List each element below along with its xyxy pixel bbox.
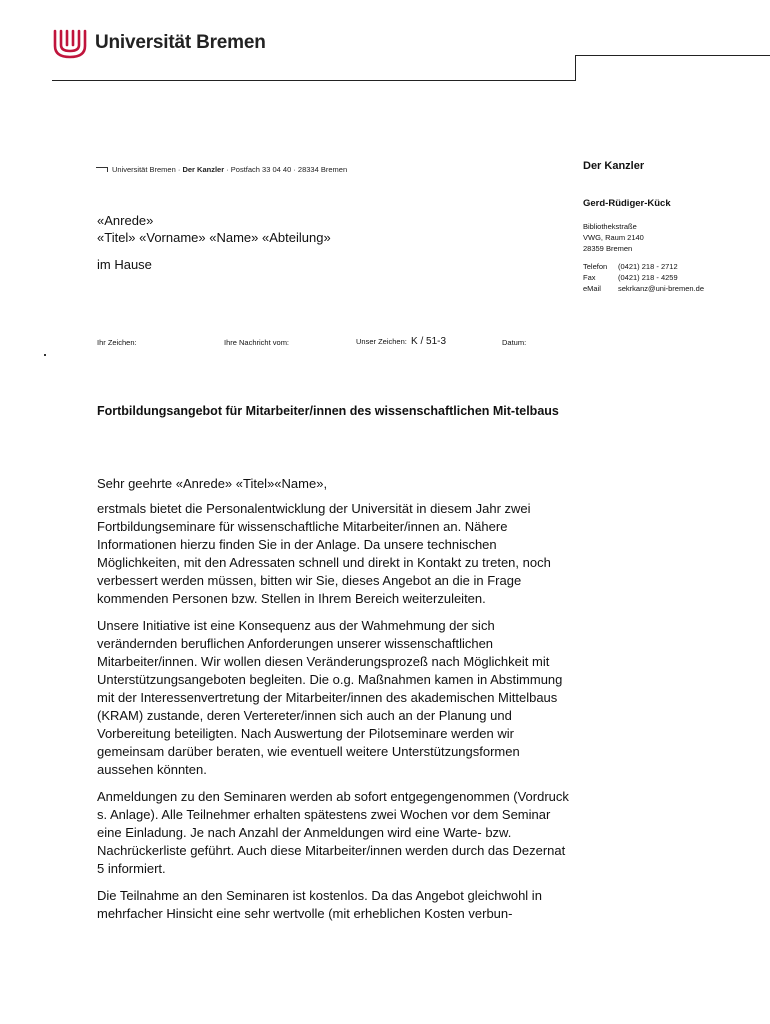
university-name: Universität Bremen xyxy=(95,32,266,53)
recipient-name-field: «Titel» «Vorname» «Name» «Abteilung» xyxy=(97,230,331,245)
recipient-location: im Hause xyxy=(97,257,152,272)
ref-unser-zeichen-value: K / 51-3 xyxy=(411,336,447,347)
sender-line: Universität Bremen · Der Kanzler · Postfach 33 04 40 · 28334 Bremen xyxy=(112,165,348,174)
body-paragraph: erstmals bietet die Personalentwicklung der Universität in diesem Jahr zwei Fortbildungseminare für wissenschaftliche Mitarbeiter/innen an. Nähere Informationen hierzu finden Sie in der Anlage. Da unsere technischen Möglichkeiten, mit den Adressaten schnell und direkt in Kontakt zu treten, noch verbessert werden müssen, bitten wir Sie, dieses Angebot an die in Frage kommenden Personen bzw. Stellen in Ihrem Bereich weiterzuleiten. xyxy=(97,501,551,606)
sidebar-name: Gerd-Rüdiger-Kück xyxy=(583,198,671,209)
ref-datum: Datum: xyxy=(502,338,527,347)
body-paragraph: Unsere Initiative ist eine Konsequenz aus der Wahmehmung der sich verändernden beruflichen Anforderungen unserer wissenschaftlichen Mitarbeiter/innen. Wir wollen diesen Veränderungsprozeß nach Möglichkeit mit Unterstützungsangeboten begleiten. Die o.g. Maßnahmen kamen in Abstimmung mit der Interessenvertretung der Mitarbeiter/innen des akademischen Mittelbaus (KRAM) zustande, deren Vertereter/innen sich auch an der Planung und Vorbereitung beteiligten. Nach Auswertung der Pilotseminare werden wir gemeinsam darüber beraten, wie eventuell weitere Unterstützungsformen aussehen könnten. xyxy=(97,618,563,777)
header-rule-right xyxy=(575,55,770,56)
ref-unser-zeichen: Unser Zeichen: K / 51-3 xyxy=(356,336,447,347)
body-paragraph: Die Teilnahme an den Seminaren ist kostenlos. Da das Angebot gleichwohl in mehrfacher Hinsicht eine sehr wertvolle (mit erheblichen Kosten verbun- xyxy=(97,888,542,921)
ref-ihr-zeichen: Ihr Zeichen: xyxy=(97,338,137,347)
recipient-block xyxy=(97,212,331,246)
address-room: VWG, Raum 2140 xyxy=(583,233,644,242)
recipient-salutation-field: «Anrede» xyxy=(97,213,154,228)
contact-row-phone: Telefon (0421) 218 - 2712 xyxy=(583,262,678,271)
sidebar-address xyxy=(583,221,644,254)
contact-table xyxy=(583,261,704,294)
ref-ihre-nachricht: Ihre Nachricht vom: xyxy=(224,338,290,347)
address-city: 28359 Bremen xyxy=(583,244,633,253)
letter-body xyxy=(97,500,575,932)
letter-subject: Fortbildungsangebot für Mitarbeiter/innen des wissenschaftlichen Mit-telbaus xyxy=(97,404,559,418)
university-logo-icon xyxy=(52,28,88,60)
envelope-fold-icon xyxy=(96,167,108,172)
contact-row-email: eMail sekrkanz@uni-bremen.de xyxy=(583,284,704,293)
header-rule-step xyxy=(575,55,576,80)
body-paragraph: Anmeldungen zu den Seminaren werden ab sofort entgegengenommen (Vordruck s. Anlage). Alle Teilnehmer erhalten spätestens zwei Wochen vor dem Seminar eine Einladung. Je nach Anzahl der Anmeldungen wird eine Warte- bzw. Nachrückerliste geführt. Auch diese Mitarbeiter/innen werden durch das Dezernat 5 informiert. xyxy=(97,789,569,876)
contact-row-fax: Fax (0421) 218 - 4259 xyxy=(583,273,678,282)
sidebar-title: Der Kanzler xyxy=(583,160,645,172)
margin-mark xyxy=(44,354,46,356)
address-street: Bibliothekstraße xyxy=(583,222,637,231)
letter-salutation: Sehr geehrte «Anrede» «Titel»«Name», xyxy=(97,476,328,491)
header-rule xyxy=(52,80,576,81)
